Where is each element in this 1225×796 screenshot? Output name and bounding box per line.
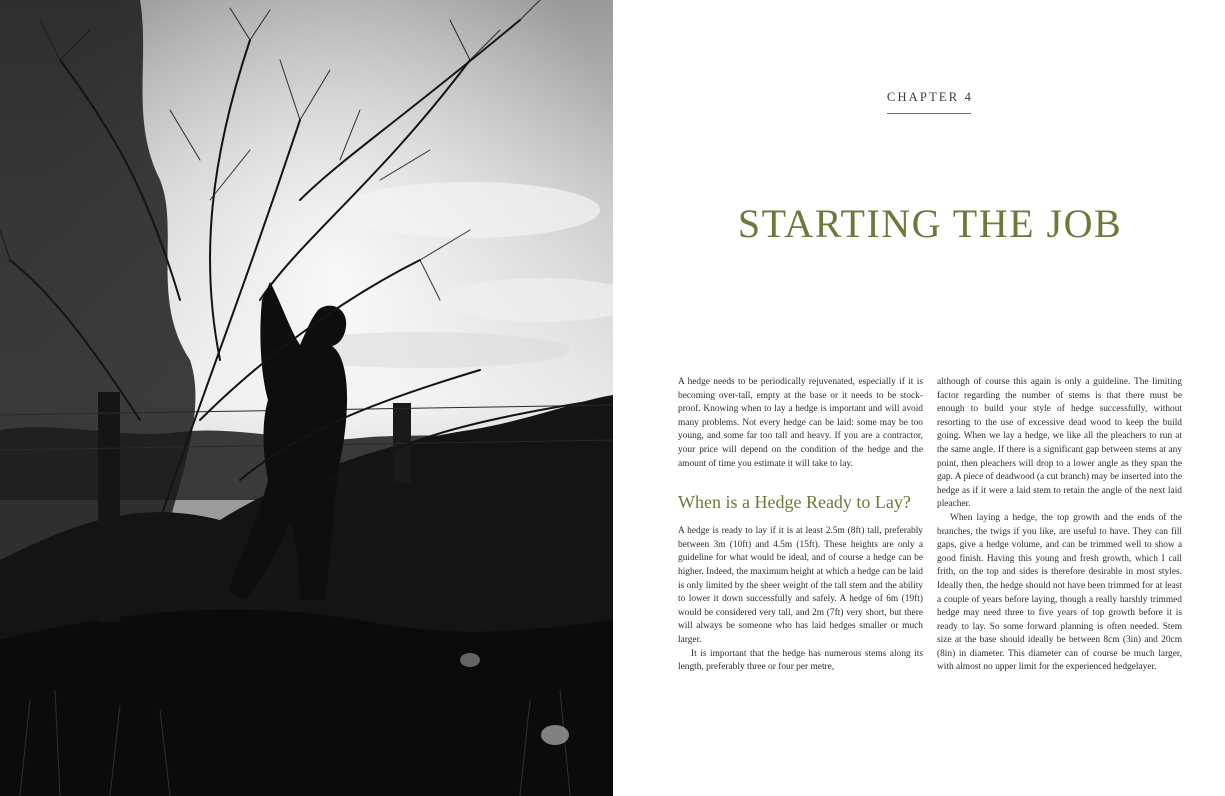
chapter-divider bbox=[887, 113, 971, 114]
section-heading: When is a Hedge Ready to Lay? bbox=[678, 492, 911, 513]
paragraph: A hedge needs to be periodically rejuvenated, especially if it is becoming over-tall, empty at the base or it needs to be stock-proof. Knowing when to lay a hedge is important and will avoid many problems. Not every hedge can be laid: some may be too young, and some far too tall and heavy. If you are a contractor, your price will depend on the condition of the hedge and the amount of time you estimate it will take to lay. bbox=[678, 377, 923, 469]
chapter-title: STARTING THE JOB bbox=[737, 201, 1123, 246]
chapter-text-page bbox=[613, 0, 1225, 796]
paragraph: When laying a hedge, the top growth and the ends of the branches, the twigs if you like, are useful to have. They can fill gaps, give a hedge volume, and can be trimmed well to show a good finish. Having this young and fresh growth, which I call frith, on the top and sides is therefore desirable in most styles. Ideally then, the hedge should not have been trimmed for at least a couple of years before laying, though a really harshly trimmed hedge may need three to five years of top growth before it is ready to lay. So some forward planning is often needed. Stem size at the base should ideally be between 8cm (3in) and 20cm (8in) in diameter. This diameter can of course be much larger, with almost no upper limit for the experienced hedgelayer. bbox=[937, 512, 1182, 673]
paragraph: A hedge is ready to lay if it is at least 2.5m (8ft) tall, preferably between 3m (10ft) and 4.5m (15ft). These heights are only a guideline for what would be ideal, and of course a hedge can be higher. Indeed, the maximum height at which a hedge can be laid is only limited by the sheer weight of the tall stem and the ability to lower it down successfully and safely. A hedge of 6m (19ft) would be considered very tall, and 2m (7ft) very short, but there will always be someone who has laid hedges smaller or much larger. bbox=[678, 526, 923, 645]
text-column-right bbox=[937, 376, 1182, 675]
paragraph: It is important that the hedge has numerous stems along its length, preferably three or four per metre, bbox=[678, 648, 923, 673]
text-column-left bbox=[678, 376, 923, 675]
chapter-number: CHAPTER 4 bbox=[886, 90, 974, 104]
paragraph: although of course this again is only a guideline. The limiting factor regarding the number of stems is that there must be enough to build your style of hedge successfully, without resorting to the use of excessive dead wood to keep the build going. When we lay a hedge, we like all the pleachers to run at the same angle. If there is a significant gap between stems at any point, then pleachers will drop to a lower angle as they span the gap. A piece of deadwood (a cut branch) may be inserted into the hedge as if it were a laid stem to retain the angle of the next laid pleacher. bbox=[937, 377, 1182, 510]
